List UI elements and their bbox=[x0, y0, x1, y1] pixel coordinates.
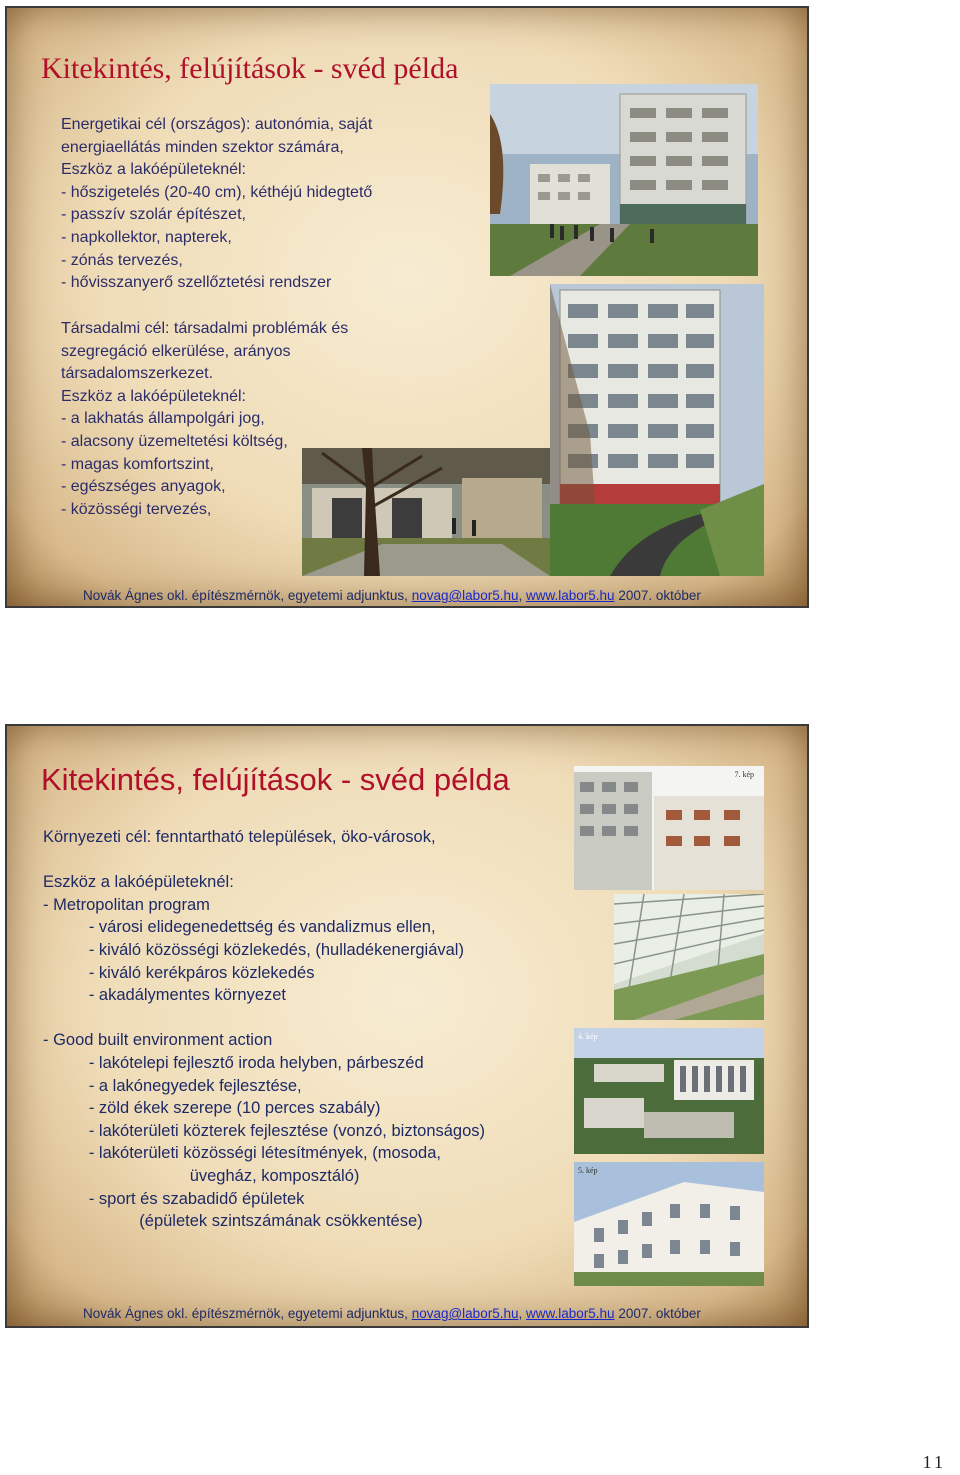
text-line bbox=[43, 1007, 485, 1030]
text-line: - hőszigetelés (20-40 cm), kéthéjú hidegtető bbox=[61, 183, 373, 201]
footer-web-link[interactable]: www.labor5.hu bbox=[526, 1306, 615, 1321]
slide-title: Kitekintés, felújítások - svéd példa bbox=[41, 52, 459, 85]
page-number: 11 bbox=[922, 1452, 946, 1472]
text-line: - alacsony üzemeltetési költség, bbox=[61, 432, 288, 450]
text-line: üvegház, komposztáló) bbox=[43, 1166, 360, 1185]
text-line: Környezeti cél: fenntartható települések, öko-városok, bbox=[43, 828, 436, 846]
footer-web-link[interactable]: www.labor5.hu bbox=[526, 588, 615, 603]
text-line: - zónás tervezés, bbox=[61, 251, 183, 269]
text-line: - egészséges anyagok, bbox=[61, 478, 226, 496]
slide1-text-social bbox=[61, 318, 348, 521]
text-line: - sport és szabadidő épületek bbox=[43, 1189, 305, 1208]
slide-footer bbox=[83, 1306, 701, 1321]
text-line: - zöld ékek szerepe (10 perces szabály) bbox=[43, 1099, 381, 1118]
text-line: (épületek szintszámának csökkentése) bbox=[43, 1212, 423, 1231]
photo-label: 4. kép bbox=[578, 1032, 598, 1041]
footer-author: Novák Ágnes okl. építészmérnök, egyetemi adjunktus, bbox=[83, 588, 408, 603]
footer-author: Novák Ágnes okl. építészmérnök, egyetemi adjunktus, bbox=[83, 1306, 408, 1321]
slide2-text bbox=[43, 826, 485, 1233]
text-line: szegregáció elkerülése, arányos bbox=[61, 342, 291, 360]
text-line: - Metropolitan program bbox=[43, 895, 210, 914]
footer-date: 2007. október bbox=[618, 588, 701, 603]
slide1-text-energy bbox=[61, 114, 372, 295]
text-line: - hővisszanyerő szellőztetési rendszer bbox=[61, 274, 332, 292]
text-line: - lakóterületi közterek fejlesztése (vonzó, biztonságos) bbox=[43, 1121, 486, 1140]
photo-building-7 bbox=[574, 766, 764, 890]
text-line: Társadalmi cél: társadalmi problémák és bbox=[61, 320, 349, 337]
photo-greenhouse bbox=[614, 894, 764, 1020]
text-line: - a lakhatás állampolgári jog, bbox=[61, 410, 265, 428]
photo-tall-block bbox=[550, 284, 764, 576]
text-line bbox=[43, 849, 485, 872]
text-line: - akadálymentes környezet bbox=[43, 986, 287, 1005]
photo-label: 5. kép bbox=[578, 1166, 598, 1175]
text-line: - városi elidegenedettség és vandalizmus ellen, bbox=[43, 918, 436, 937]
text-line: - magas komfortszint, bbox=[61, 455, 214, 473]
text-line: Eszköz a lakóépületeknél: bbox=[61, 387, 246, 405]
text-line: - passzív szolár építészet, bbox=[61, 206, 246, 224]
text-line: - közösségi tervezés, bbox=[61, 500, 212, 518]
text-line: Eszköz a lakóépületeknél: bbox=[61, 161, 246, 179]
text-line: Eszköz a lakóépületeknél: bbox=[43, 873, 234, 892]
text-line: - napkollektor, napterek, bbox=[61, 228, 232, 246]
slide-title: Kitekintés, felújítások - svéd példa bbox=[41, 762, 510, 797]
text-line: energiaellátás minden szektor számára, bbox=[61, 138, 344, 156]
footer-date: 2007. október bbox=[618, 1306, 701, 1321]
text-line: - a lakónegyedek fejlesztése, bbox=[43, 1076, 302, 1095]
slide-1 bbox=[5, 6, 809, 608]
text-line: - kiváló kerékpáros közlekedés bbox=[43, 963, 315, 982]
text-line: Energetikai cél (országos): autonómia, saját bbox=[61, 116, 373, 133]
footer-email-link[interactable]: novag@labor5.hu bbox=[411, 1306, 519, 1321]
footer-separator: , bbox=[518, 588, 523, 603]
footer-email-link[interactable]: novag@labor5.hu bbox=[411, 588, 519, 603]
photo-label: 7. kép bbox=[734, 770, 754, 779]
text-line: - kiváló közösségi közlekedés, (hulladékenergiával) bbox=[43, 940, 464, 959]
text-line: társadalomszerkezet. bbox=[61, 365, 214, 383]
photo-houses-5 bbox=[574, 1162, 764, 1286]
slide-footer bbox=[83, 588, 701, 603]
footer-separator: , bbox=[518, 1306, 523, 1321]
photo-aerial-4 bbox=[574, 1028, 764, 1154]
photo-housing-street bbox=[490, 84, 758, 276]
text-line: - lakótelepi fejlesztő iroda helyben, párbeszéd bbox=[43, 1053, 424, 1072]
text-line: - Good built environment action bbox=[43, 1031, 273, 1050]
slide-2 bbox=[5, 724, 809, 1328]
text-line: - lakóterületi közösségi létesítmények, (mosoda, bbox=[43, 1144, 441, 1163]
